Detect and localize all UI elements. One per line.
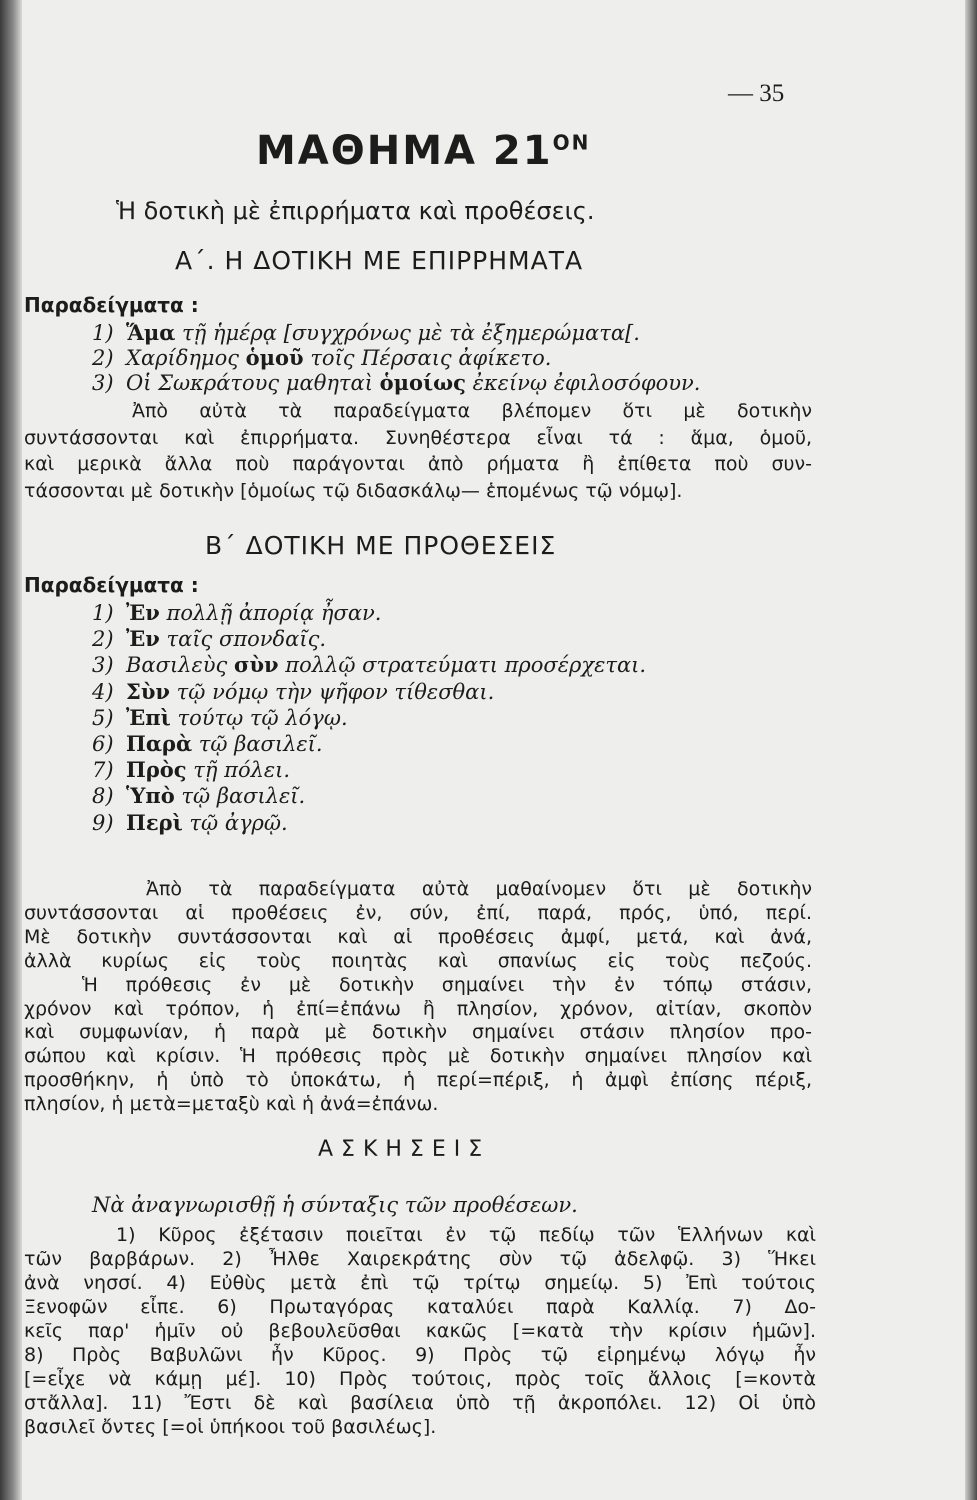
- section-b-explanation-line-2: συντάσσονται αἱ προθέσεις ἐν, σύν, ἐπί, παρά, πρός, ὑπό, περί.: [24, 901, 812, 924]
- section-b-examples-label: Παραδείγματα :: [24, 573, 199, 597]
- exercise-line-5: κεῖς παρ' ἡμῖν οὐ βεβουλεῦσθαι κακῶς [=κατὰ τὴν κρίσιν ἡμῶν].: [24, 1320, 816, 1342]
- exercise-line-4: Ξενοφῶν εἶπε. 6) Πρωταγόρας καταλύει παρὰ Καλλίᾳ. 7) Δο-: [24, 1296, 816, 1318]
- section-a-example-1: 1) Ἅμα τῇ ἡμέρᾳ [συγχρόνως μὲ τὰ ἐξημερώματα[.: [92, 320, 640, 345]
- section-b-example-7: 7) Πρὸς τῇ πόλει.: [92, 757, 291, 783]
- exercise-line-6: 8) Πρὸς Βαβυλῶνι ἦν Κῦρος. 9) Πρὸς τῷ εἰρημένῳ λόγῳ ἦν: [24, 1344, 816, 1366]
- section-b-example-6: 6) Παρὰ τῷ βασιλεῖ.: [92, 731, 323, 756]
- section-b-example-5: 5) Ἐπὶ τούτῳ τῷ λόγῳ.: [92, 704, 348, 730]
- exercise-line-3: ἀνὰ νησσί. 4) Εὐθὺς μετὰ ἐπὶ τῷ τρίτῳ σημείῳ. 5) Ἐπὶ τούτοις: [24, 1272, 816, 1294]
- section-b-explanation-line-5: Ἡ πρόθεσις ἐν μὲ δοτικὴν σημαίνει τὴν ἐν τόπῳ στάσιν,: [82, 973, 812, 996]
- section-b-explanation-line-4: ἀλλὰ κυρίως εἰς τοὺς ποιητὰς καὶ σπανίως εἰς τοὺς πεζούς.: [24, 949, 812, 972]
- page-number: — 35: [728, 80, 785, 107]
- exercise-line-1: 1) Κῦρος ἐξέτασιν ποιεῖται ἐν τῷ πεδίῳ τῶν Ἑλλήνων καὶ: [116, 1224, 816, 1246]
- section-b-heading: Β΄ ΔΟΤΙΚΗ ΜΕ ΠΡΟΘΕΣΕΙΣ: [205, 531, 557, 560]
- section-a-explanation-line-4: τάσσονται μὲ δοτικὴν [ὁμοίως τῷ διδασκάλῳ— ἑπομένως τῷ νόμῳ].: [24, 479, 683, 502]
- section-b-example-1: 1) Ἐν πολλῇ ἀπορίᾳ ἦσαν.: [92, 600, 382, 625]
- section-a-explanation-line-3: καὶ μερικὰ ἄλλα ποὺ παράγονται ἀπὸ ρήματα ἢ ἐπίθετα ποὺ συν-: [24, 453, 812, 475]
- section-b-explanation-line-10: πλησίον, ἡ μετὰ=μεταξὺ καὶ ἡ ἀνά=ἐπάνω.: [24, 1093, 439, 1116]
- section-a-example-3: 3) Οἱ Σωκράτους μαθηταὶ ὁμοίως ἐκείνῳ ἐφιλοσόφουν.: [92, 370, 701, 395]
- section-a-heading: Α΄. Η ΔΟΤΙΚΗ ΜΕ ΕΠΙΡΡΗΜΑΤΑ: [175, 246, 584, 275]
- lesson-subtitle: Ἡ δοτικὴ μὲ ἐπιρρήματα καὶ προθέσεις.: [116, 197, 595, 225]
- section-b-example-3: 3) Βασιλεὺς σὺν πολλῷ στρατεύματι προσέρχεται.: [92, 652, 647, 678]
- section-b-explanation-line-7: καὶ συμφωνίαν, ἡ παρὰ μὲ δοτικὴν σημαίνει στάσιν πλησίον προ-: [24, 1021, 812, 1044]
- section-a-explanation-line-1: Ἀπὸ αὐτὰ τὰ παραδείγματα βλέπομεν ὅτι μὲ δοτικὴν: [132, 400, 812, 422]
- exercise-line-9: βασιλεῖ ὄντες [=οἱ ὑπήκοοι τοῦ βασιλέως].: [24, 1416, 437, 1438]
- exercise-line-7: [=εἶχε νὰ κάμῃ μέ]. 10) Πρὸς τούτοις, πρὸς τοῖς ἄλλοις [=κοντὰ: [24, 1368, 816, 1390]
- lesson-title-superscript: ΟΝ: [552, 130, 591, 155]
- section-b-explanation-line-1: Ἀπὸ τὰ παραδείγματα αὐτὰ μαθαίνομεν ὅτι μὲ δοτικὴν: [146, 878, 812, 900]
- exercises-instruction: Νὰ ἀναγνωρισθῇ ἡ σύνταξις τῶν προθέσεων.: [92, 1193, 578, 1217]
- section-b-explanation-line-9: προσθήκην, ἡ ὑπὸ τὸ ὑποκάτω, ἡ περί=πέριξ, ἡ ἀμφὶ ἐπίσης πέριξ,: [24, 1069, 812, 1092]
- section-a-explanation-line-2: συντάσσονται καὶ ἐπιρρήματα. Συνηθέστερα εἶναι τά : ἅμα, ὁμοῦ,: [24, 426, 812, 449]
- section-a-examples-label: Παραδείγματα :: [24, 293, 199, 317]
- section-b-example-8: 8) Ὑπὸ τῷ βασιλεῖ.: [92, 783, 306, 809]
- lesson-title: ΜΑΘΗΜΑ $21^{ON}$: [256, 128, 591, 174]
- exercise-line-8: στἄλλα]. 11) Ἔστι δὲ καὶ βασίλεια ὑπὸ τῇ ἀκροπόλει. 12) Οἱ ὑπὸ: [24, 1392, 816, 1414]
- section-b-explanation-line-8: σώπου καὶ κρίσιν. Ἡ πρόθεσις πρὸς μὲ δοτικὴν σημαίνει πλησίον καὶ: [24, 1045, 812, 1068]
- section-b-explanation-line-6: χρόνον καὶ τρόπον, ἡ ἐπί=ἐπάνω ἢ πλησίον, χρόνον, αἰτίαν, σκοπὸν: [24, 997, 812, 1020]
- exercise-line-2: τῶν βαρβάρων. 2) Ἦλθε Χαιρεκράτης σὺν τῷ ἀδελφῷ. 3) Ἥκει: [24, 1248, 816, 1270]
- section-b-explanation-line-3: Μὲ δοτικὴν συντάσσονται καὶ αἱ προθέσεις ἀμφί, μετά, καὶ ἀνά,: [24, 925, 812, 948]
- section-b-example-4: 4) Σὺν τῷ νόμῳ τὴν ψῆφον τίθεσθαι.: [92, 678, 495, 704]
- section-a-example-2: 2) Χαρίδημος ὁμοῦ τοῖς Πέρσαις ἀφίκετο.: [92, 345, 552, 370]
- page-edge-left: [0, 0, 22, 1500]
- exercises-heading: ΑΣΚΗΣΕΙΣ: [318, 1137, 491, 1162]
- section-b-example-9: 9) Περὶ τῷ ἀγρῷ.: [92, 809, 288, 835]
- section-b-example-2: 2) Ἐν ταῖς σπονδαῖς.: [92, 626, 327, 652]
- page-edge-right: [965, 0, 977, 1500]
